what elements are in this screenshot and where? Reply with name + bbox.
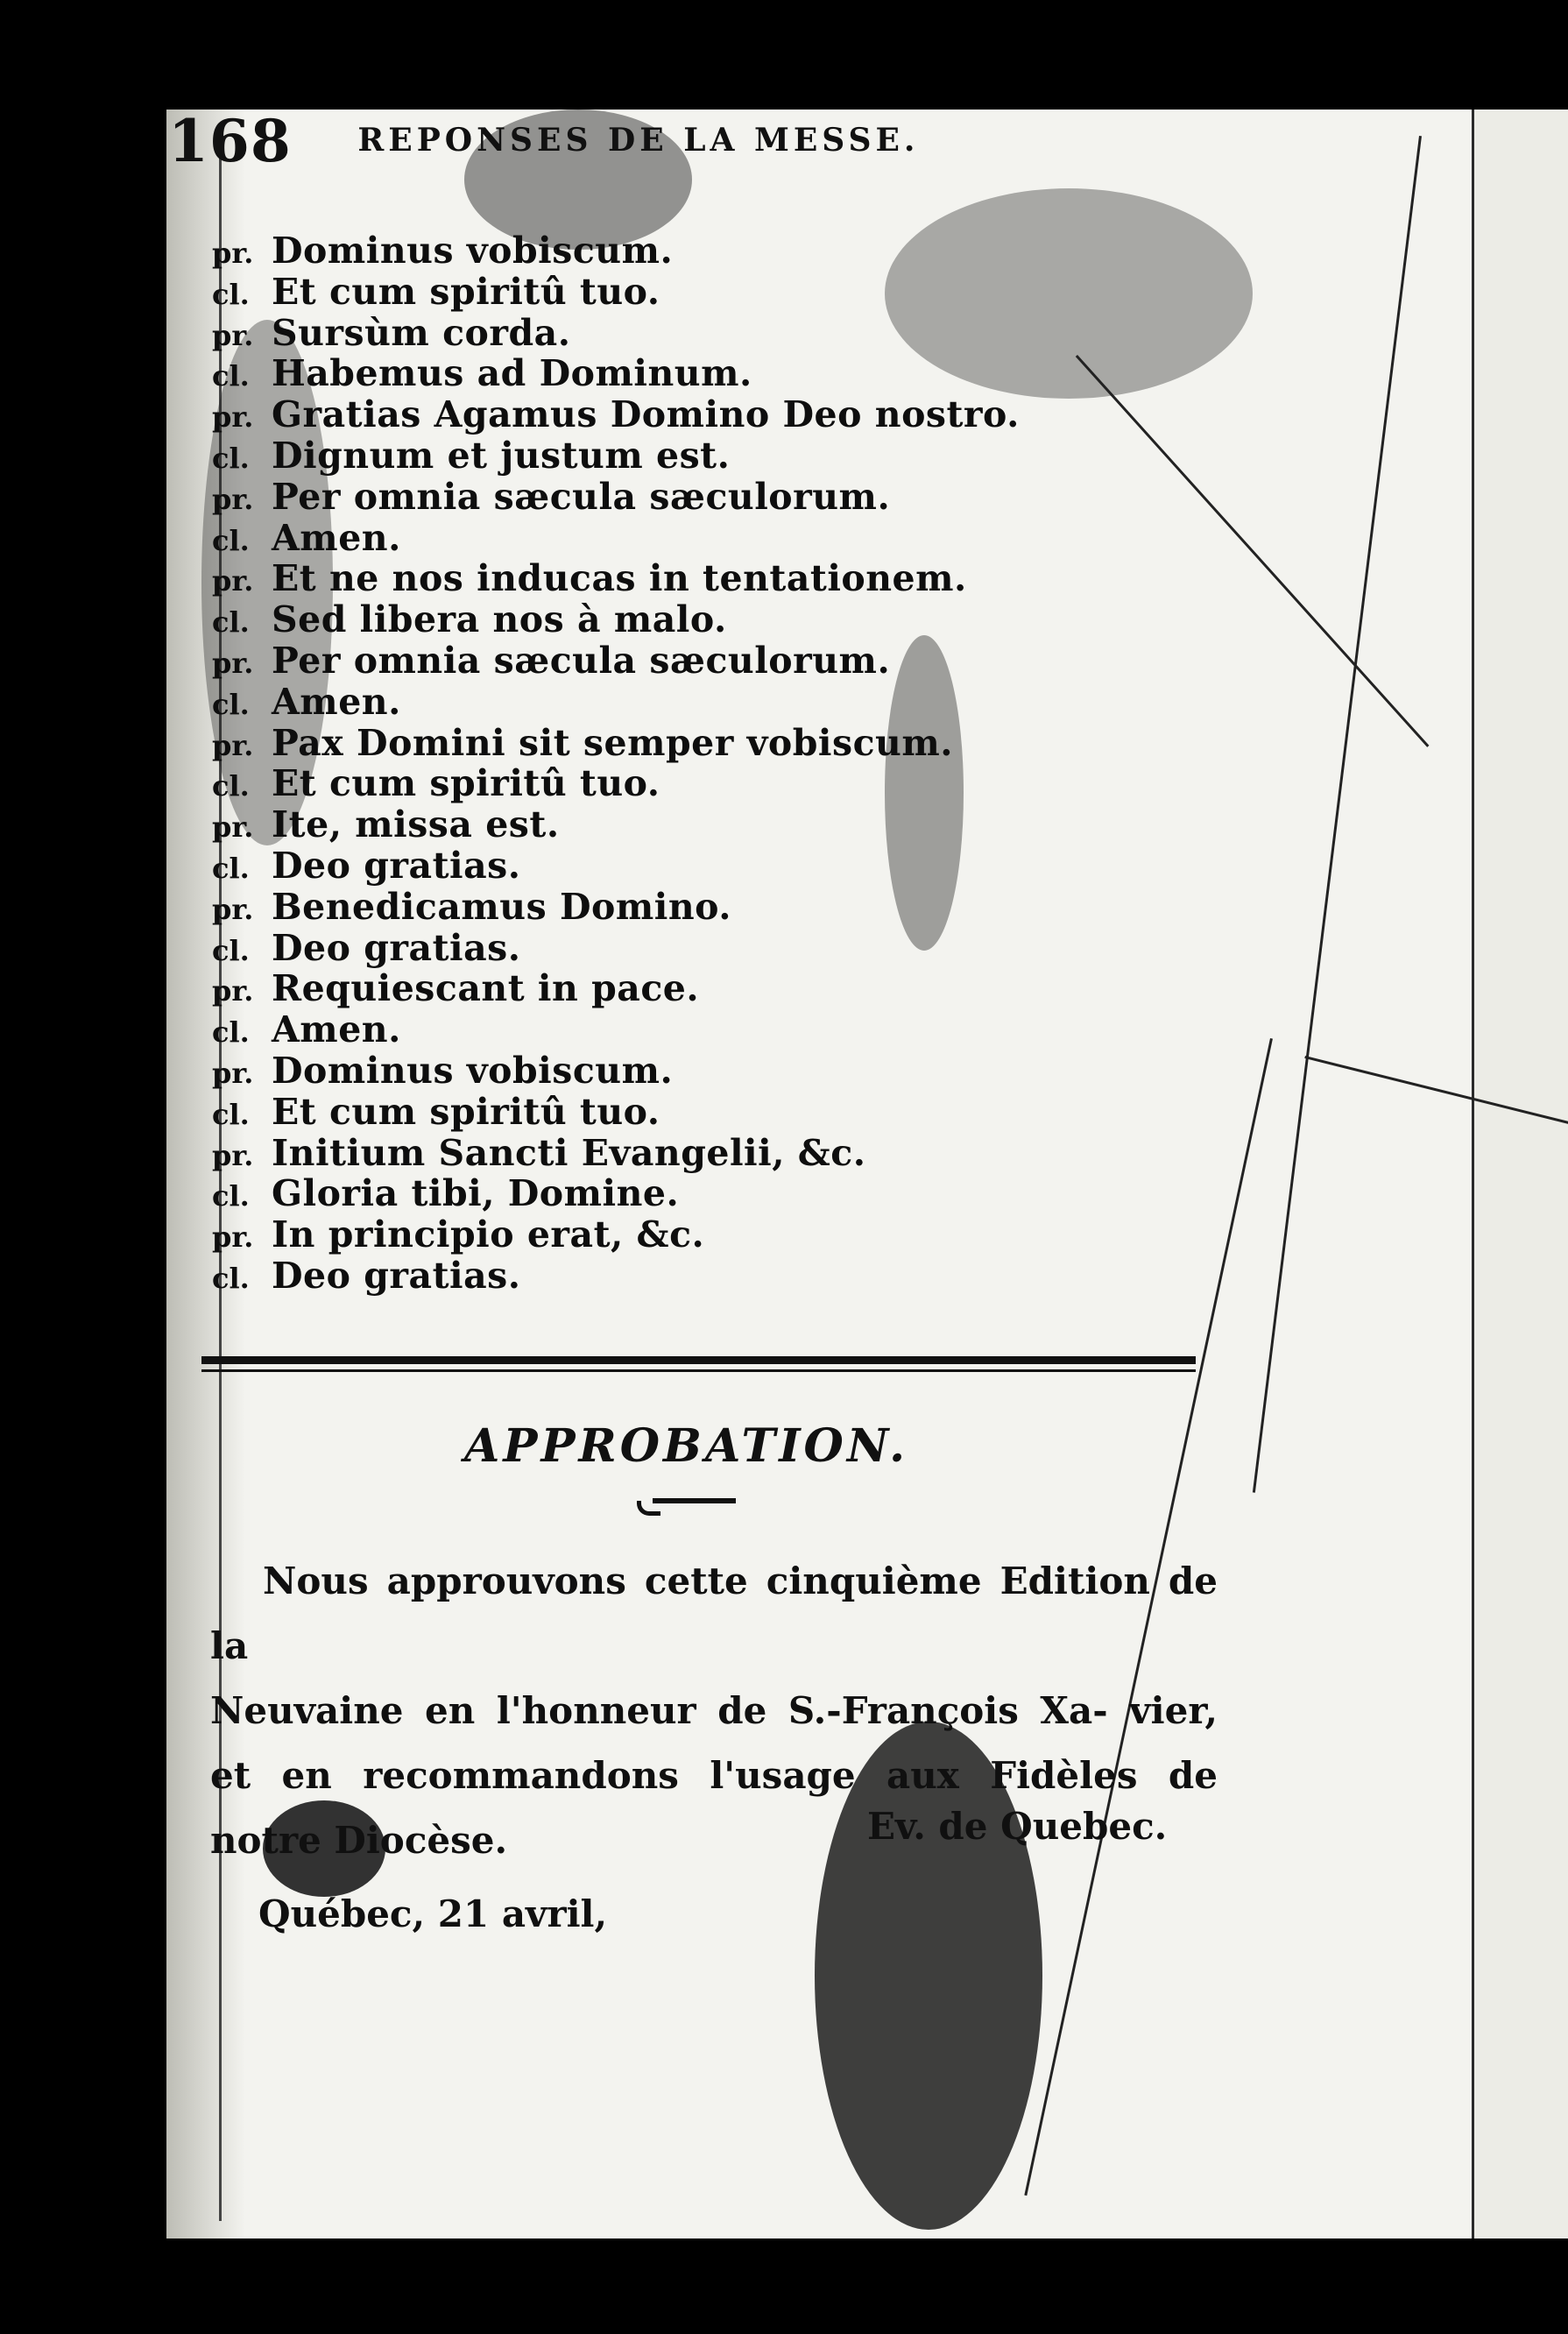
response-text: Et cum spiritû tuo.	[272, 762, 660, 805]
response-line	[212, 640, 1263, 681]
mass-responses-list	[212, 230, 1263, 1296]
response-text: Et ne nos inducas in tentationem.	[272, 557, 967, 600]
response-text: Pax Domini sit semper vobiscum.	[272, 721, 954, 764]
response-line	[212, 1172, 1263, 1213]
speaker-label: cl.	[212, 605, 250, 640]
page-number: 168	[168, 107, 292, 175]
speaker-label: cl.	[212, 769, 250, 803]
response-text: Deo gratias.	[272, 1254, 521, 1297]
response-line	[212, 1255, 1263, 1296]
speaker-label: cl.	[212, 277, 250, 311]
ornament-dash	[653, 1498, 736, 1503]
speaker-label: cl.	[212, 687, 250, 721]
response-text: Requiescant in pace.	[272, 967, 700, 1010]
approbation-line-3: vier, et en recommandons l'usage aux Fidèles de notre Diocèse.	[210, 1689, 1218, 1862]
response-text: Dominus vobiscum.	[272, 230, 674, 272]
response-line	[212, 476, 1263, 517]
response-line	[212, 681, 1263, 722]
section-divider-thick	[201, 1356, 1196, 1364]
response-text: Gloria tibi, Domine.	[272, 1172, 680, 1215]
speaker-label: cl.	[212, 1015, 250, 1050]
response-line	[212, 271, 1263, 312]
speaker-label: pr.	[212, 400, 254, 435]
response-text: Et cum spiritû tuo.	[272, 270, 660, 313]
response-line	[212, 435, 1263, 476]
response-line	[212, 845, 1263, 886]
response-text: Habemus ad Dominum.	[272, 352, 752, 395]
approbation-signature: Ev. de Quebec.	[867, 1805, 1168, 1848]
speaker-label: cl.	[212, 1097, 250, 1131]
response-line	[212, 312, 1263, 353]
response-line	[212, 762, 1263, 803]
response-line	[212, 1091, 1263, 1132]
response-line	[212, 722, 1263, 763]
response-line	[212, 927, 1263, 968]
running-head: REPONSES DE LA MESSE.	[357, 122, 920, 159]
response-text: Deo gratias.	[272, 844, 521, 887]
speaker-label: cl.	[212, 359, 250, 393]
response-line	[212, 967, 1263, 1008]
response-text: Gratias Agamus Domino Deo nostro.	[272, 393, 1020, 436]
approbation-title: APPROBATION.	[464, 1419, 909, 1473]
speaker-label: cl.	[212, 441, 250, 475]
speaker-label: cl.	[212, 933, 250, 967]
speaker-label: pr.	[212, 1220, 254, 1255]
speaker-label: pr.	[212, 892, 254, 926]
speaker-label: cl.	[212, 523, 250, 557]
speaker-label: pr.	[212, 974, 254, 1008]
speaker-label: pr.	[212, 1138, 254, 1172]
speaker-label: pr.	[212, 646, 254, 680]
response-text: Amen.	[272, 680, 401, 723]
speaker-label: pr.	[212, 237, 254, 270]
response-line	[212, 557, 1263, 598]
response-text: Dominus vobiscum.	[272, 1049, 674, 1092]
speaker-label: cl.	[212, 851, 250, 885]
response-text: Et cum spiritû tuo.	[272, 1090, 660, 1133]
response-line	[212, 1213, 1263, 1255]
speaker-label: cl.	[212, 1261, 250, 1295]
response-line	[212, 1050, 1263, 1091]
response-line	[212, 230, 1263, 271]
speaker-label: cl.	[212, 1179, 250, 1213]
response-line	[212, 517, 1263, 558]
response-text: In principio erat, &c.	[272, 1213, 705, 1256]
response-line	[212, 598, 1263, 640]
response-text: Amen.	[272, 516, 401, 559]
response-text: Initium Sancti Evangelii, &c.	[272, 1131, 866, 1174]
response-line	[212, 1132, 1263, 1173]
response-line	[212, 393, 1263, 435]
speaker-label: pr.	[212, 728, 254, 762]
response-text: Sursùm corda.	[272, 311, 571, 354]
next-page-edge	[1472, 110, 1568, 2239]
response-text: Dignum et justum est.	[272, 434, 731, 477]
response-line	[212, 1008, 1263, 1050]
response-text: Deo gratias.	[272, 926, 521, 969]
speaker-label: pr.	[212, 564, 254, 598]
approbation-dateline: Québec, 21 avril,	[258, 1892, 608, 1935]
response-text: Ite, missa est.	[272, 803, 560, 846]
speaker-label: pr.	[212, 810, 254, 845]
response-text: Sed libera nos à malo.	[272, 598, 727, 641]
response-line	[212, 886, 1263, 927]
speaker-label: pr.	[212, 1056, 254, 1090]
approbation-line-1: Nous approuvons cette cinquième Edition de la	[210, 1560, 1218, 1667]
section-divider-thin	[201, 1369, 1196, 1372]
speaker-label: pr.	[212, 482, 254, 516]
response-text: Per omnia sæcula sæculorum.	[272, 475, 891, 518]
approbation-line-2: Neuvaine en l'honneur de S.-François Xa-	[210, 1689, 1108, 1732]
response-line	[212, 803, 1263, 845]
response-text: Per omnia sæcula sæculorum.	[272, 639, 891, 682]
response-text: Amen.	[272, 1008, 401, 1051]
response-text: Benedicamus Domino.	[272, 885, 732, 928]
page-header	[168, 107, 1219, 175]
scratch-line	[1253, 136, 1422, 1493]
response-line	[212, 352, 1263, 393]
speaker-label: pr.	[212, 318, 254, 352]
